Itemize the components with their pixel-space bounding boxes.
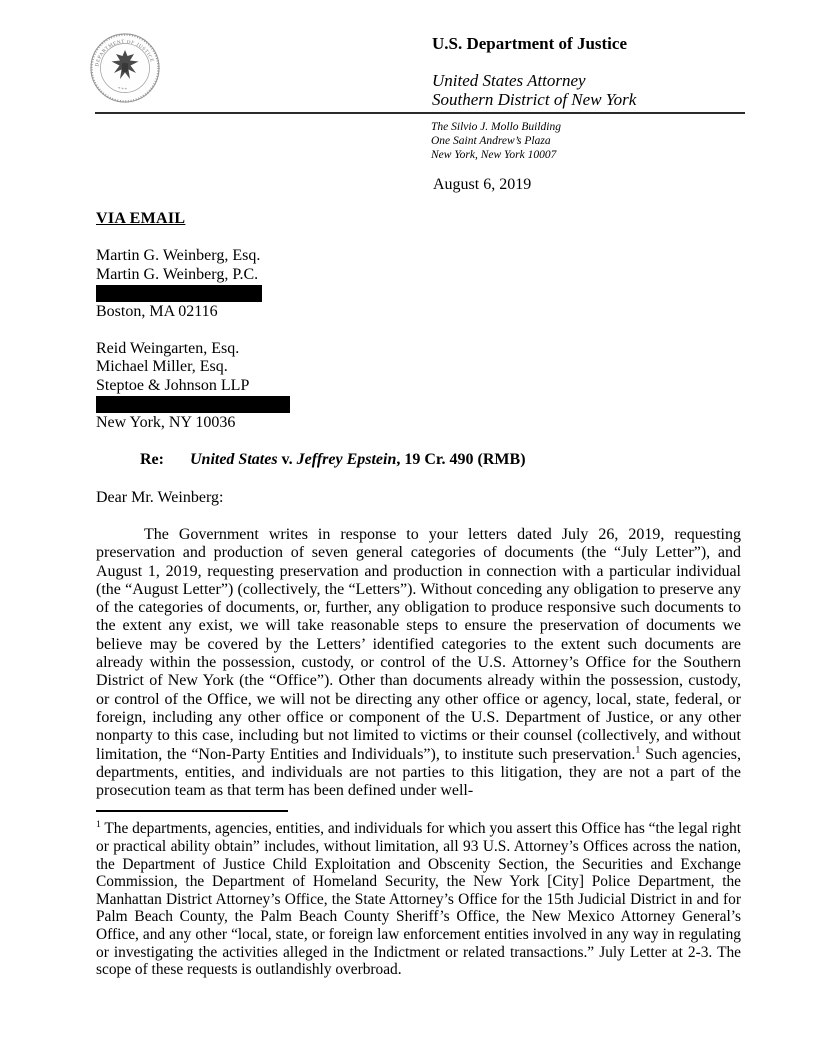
recipient-firm: Steptoe & Johnson LLP [96,376,250,394]
address-building: The Silvio J. Mollo Building [431,121,561,133]
letterhead-department: U.S. Department of Justice [432,34,627,53]
letter-date: August 6, 2019 [433,176,532,193]
seal-shield [122,63,128,72]
seal-text-top: DEPARTMENT OF JUSTICE [95,39,154,68]
redaction-bar [96,285,262,302]
letterhead-office-line2: Southern District of New York [432,90,637,109]
footnote-divider [96,810,288,812]
letterhead-office-line1: United States Attorney [432,71,586,90]
letterhead-office [432,71,636,109]
case-versus: v. [277,451,297,469]
footnote-text: The departments, agencies, entities, and individuals for which you assert this Office has “the legal right or practical ability obtain” includes, without limitation, all 93 U.S. Attorney’s Offices across the nation, the Department of Justice Child Exploitation and Obscenity Section, the Securities and Exchange Commission, the Department of Homeland Security, the New York [City] Police Department, the Manhattan District Attorney’s Office, the State Attorney’s Office for the 15th Judicial District in and for Palm Beach County, the Palm Beach County Sheriff’s Office, the New Mexico Attorney General’s Office, and any other “local, state, or foreign law enforcement entities involved in any way in regulating or investigating the activities alleged in the Indictment or related transactions.” July Letter at 2-3. The scope of these requests is outlandishly overbroad. [96,820,741,979]
letterhead-address [431,121,561,162]
seal-text-bottom: * * * [116,86,128,94]
salutation: Dear Mr. Weinberg: [96,488,224,506]
address-city: New York, New York 10007 [431,148,557,161]
re-label: Re: [140,451,164,469]
footnote [96,820,741,978]
case-caption [190,451,526,468]
case-name-defendant: Jeffrey Epstein [296,451,397,469]
paragraph-text: The Government writes in response to your letters dated July 26, 2019, requesting preservation and production of seven general categories of documents (the “July Letter”), and August 1, 2019, requesting preservation and production in connection with a particular individual (the “August Letter”) (collectively, the “Letters”). Without conceding any obligation to preserve any of the categories of documents, or, further, any obligation to produce responsive such documents to the extent any exist, we will take reasonable steps to ensure the preservation of documents we believe may be covered by the Letters’ identified categories to the extent such documents are already within the possession, custody, or control of the U.S. Attorney’s Office for the Southern District of New York (the “Office”). Other than documents already within the possession, custody, or control of the Office, we will not be directing any other office or agency, local, state, federal, or foreign, including any other office or component of the U.S. Department of Justice, or any other nonparty to this case, including but not limited to victims or their counsel (collectively, and without limitation, the “Non-Party Entities and Individuals”), to institute such preservation. [96,525,741,763]
case-name-plaintiff: United States [189,451,278,469]
re-line [140,451,741,469]
address-street: One Saint Andrew’s Plaza [431,134,551,147]
letterhead-divider [95,112,745,114]
body-paragraph [96,526,741,800]
recipient-name: Reid Weingarten, Esq. [96,340,240,358]
recipient-name: Martin G. Weinberg, Esq. [96,247,261,265]
doj-seal-icon [89,32,161,104]
recipient-name: Michael Miller, Esq. [96,358,228,376]
recipient-block-steptoe [96,340,741,432]
footnote-marker: 1 [96,819,101,831]
footnote-reference: 1 [635,744,641,756]
recipient-city: Boston, MA 02116 [96,302,218,320]
paragraph-text: Such agencies, departments, entities, and individuals are not parties to this litigation, they are not a part of the prosecution team as that term has been defined under well- [96,745,742,800]
letter-body [96,210,741,979]
redaction-bar [96,396,290,413]
delivery-method: VIA EMAIL [96,210,186,227]
case-number: , 19 Cr. 490 (RMB) [396,451,526,469]
recipient-block-weinberg [96,247,741,321]
recipient-city: New York, NY 10036 [96,414,236,432]
recipient-firm: Martin G. Weinberg, P.C. [96,265,259,283]
